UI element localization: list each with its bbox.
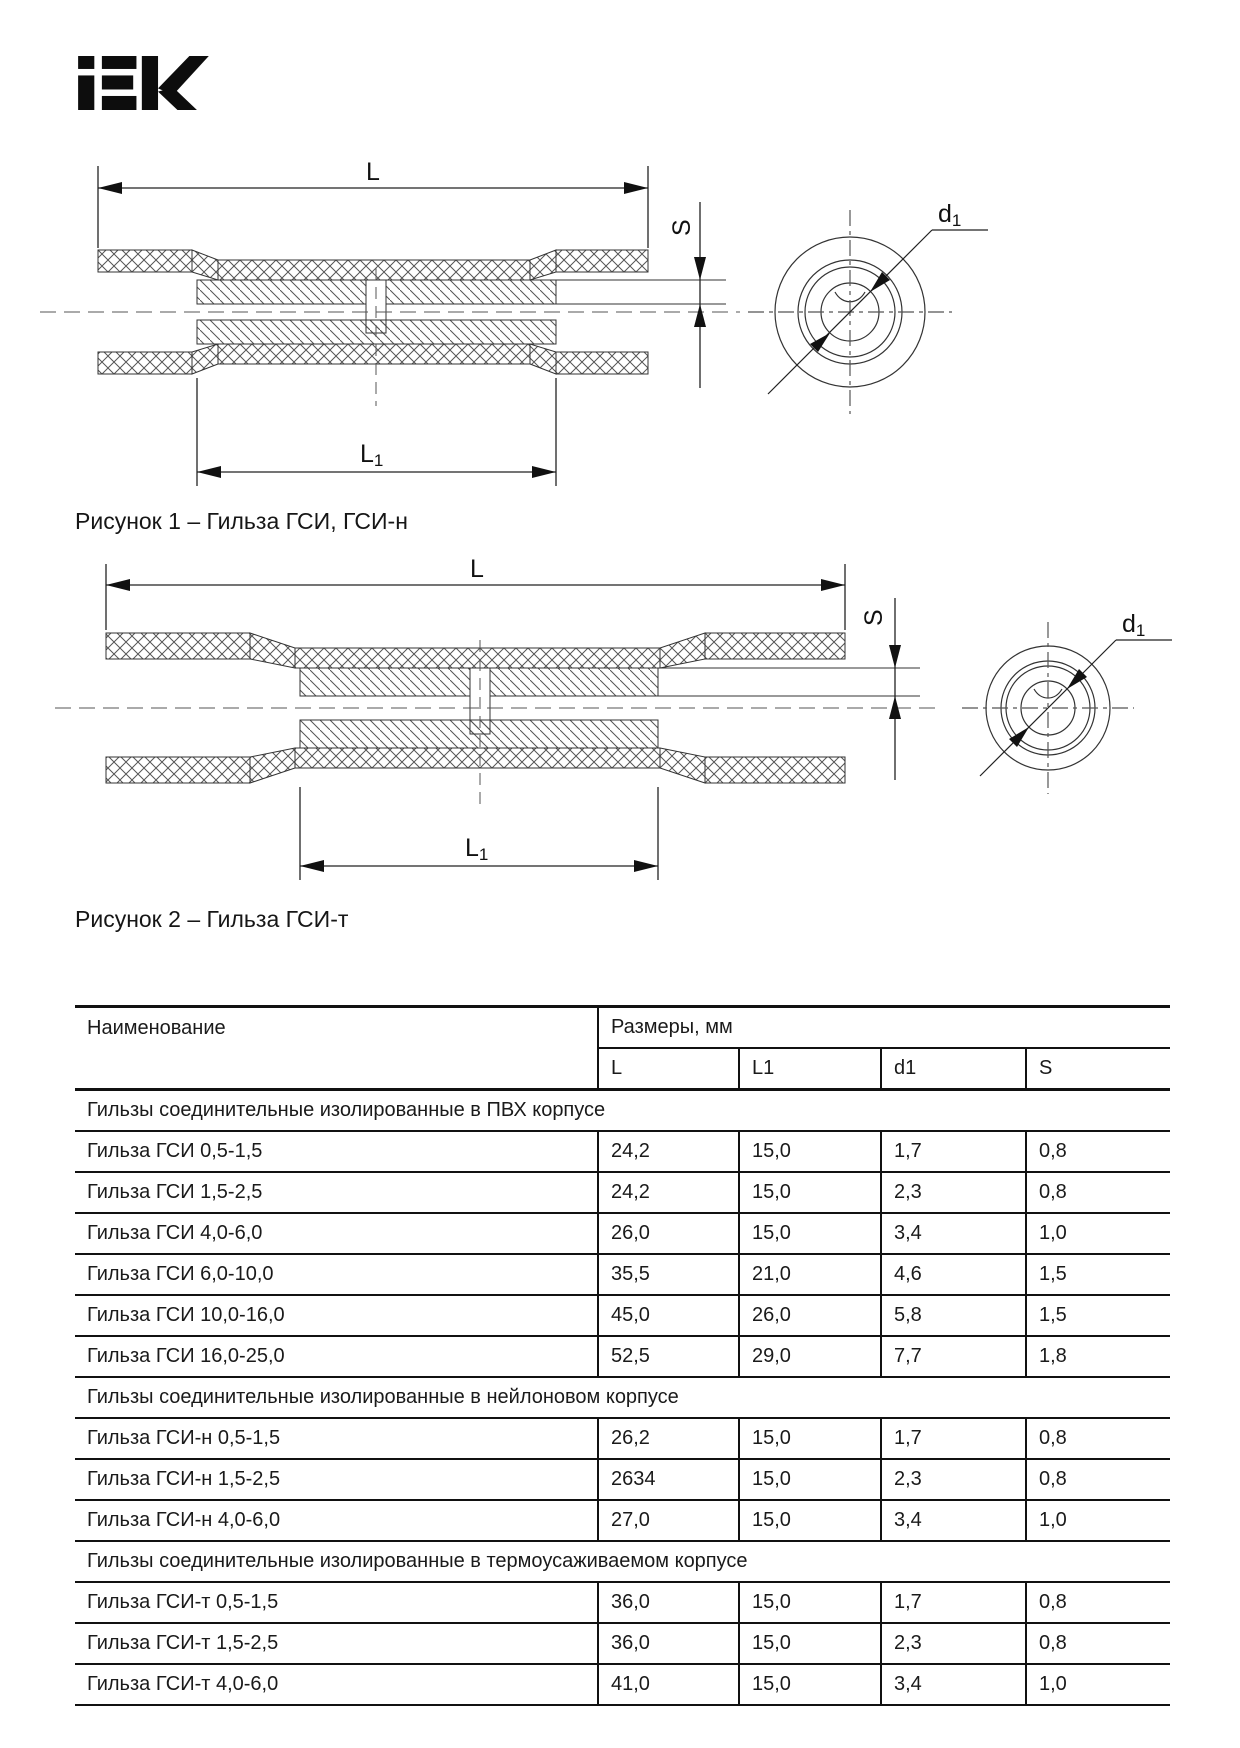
value-cell-S: 0,8 xyxy=(1026,1172,1170,1213)
value-cell-L: 36,0 xyxy=(598,1582,739,1623)
value-cell-L: 2634 xyxy=(598,1459,739,1500)
value-cell-S: 0,8 xyxy=(1026,1459,1170,1500)
value-cell-L: 41,0 xyxy=(598,1664,739,1705)
value-cell-L: 36,0 xyxy=(598,1623,739,1664)
fig2-dim-S xyxy=(889,598,901,780)
name-cell: Гильза ГСИ-н 1,5-2,5 xyxy=(75,1459,598,1500)
fig2-dim-L-label: L xyxy=(470,555,484,583)
name-cell: Гильза ГСИ-т 4,0-6,0 xyxy=(75,1664,598,1705)
table-row xyxy=(75,1500,1170,1541)
value-cell-d1: 3,4 xyxy=(881,1213,1026,1254)
value-cell-S: 1,5 xyxy=(1026,1295,1170,1336)
table-section-row xyxy=(75,1377,1170,1418)
name-cell: Гильза ГСИ 0,5-1,5 xyxy=(75,1131,598,1172)
value-cell-L1: 15,0 xyxy=(739,1500,881,1541)
value-cell-S: 0,8 xyxy=(1026,1582,1170,1623)
section-title: Гильзы соединительные изолированные в ПВХ корпусе xyxy=(75,1090,1170,1132)
table-row xyxy=(75,1213,1170,1254)
value-cell-L1: 15,0 xyxy=(739,1623,881,1664)
name-cell: Гильза ГСИ 10,0-16,0 xyxy=(75,1295,598,1336)
fig1-end-view xyxy=(748,210,988,414)
fig2-end-view xyxy=(962,622,1172,794)
column-header-d1: d1 xyxy=(881,1048,1026,1090)
value-cell-L: 27,0 xyxy=(598,1500,739,1541)
value-cell-d1: 1,7 xyxy=(881,1582,1026,1623)
value-cell-L1: 26,0 xyxy=(739,1295,881,1336)
table-row xyxy=(75,1664,1170,1705)
figure1-technical-drawing xyxy=(0,140,1000,500)
column-header-dimensions: Размеры, мм xyxy=(598,1007,1170,1049)
value-cell-S: 1,0 xyxy=(1026,1500,1170,1541)
table-row xyxy=(75,1459,1170,1500)
value-cell-d1: 2,3 xyxy=(881,1623,1026,1664)
name-cell: Гильза ГСИ 6,0-10,0 xyxy=(75,1254,598,1295)
value-cell-L: 26,0 xyxy=(598,1213,739,1254)
value-cell-L1: 15,0 xyxy=(739,1172,881,1213)
fig2-dim-L1 xyxy=(300,787,658,880)
dimensions-table xyxy=(75,1005,1170,1706)
value-cell-d1: 1,7 xyxy=(881,1131,1026,1172)
fig2-dim-S-label: S xyxy=(860,609,888,626)
name-cell: Гильза ГСИ-т 0,5-1,5 xyxy=(75,1582,598,1623)
table-row xyxy=(75,1418,1170,1459)
value-cell-L: 35,5 xyxy=(598,1254,739,1295)
name-cell: Гильза ГСИ-н 4,0-6,0 xyxy=(75,1500,598,1541)
column-header-S: S xyxy=(1026,1048,1170,1090)
section-title: Гильзы соединительные изолированные в термоусаживаемом корпусе xyxy=(75,1541,1170,1582)
value-cell-S: 1,0 xyxy=(1026,1213,1170,1254)
value-cell-S: 1,8 xyxy=(1026,1336,1170,1377)
value-cell-S: 0,8 xyxy=(1026,1418,1170,1459)
value-cell-d1: 3,4 xyxy=(881,1664,1026,1705)
value-cell-d1: 4,6 xyxy=(881,1254,1026,1295)
value-cell-S: 1,5 xyxy=(1026,1254,1170,1295)
value-cell-L1: 29,0 xyxy=(739,1336,881,1377)
value-cell-S: 1,0 xyxy=(1026,1664,1170,1705)
value-cell-d1: 3,4 xyxy=(881,1500,1026,1541)
value-cell-L: 24,2 xyxy=(598,1131,739,1172)
fig2-dim-d1-label: d1 xyxy=(1122,610,1146,640)
value-cell-L1: 15,0 xyxy=(739,1131,881,1172)
column-header-L1: L1 xyxy=(739,1048,881,1090)
fig2-dim-L1-label: L1 xyxy=(465,834,489,864)
figure2-caption: Рисунок 2 – Гильза ГСИ-т xyxy=(75,906,349,932)
name-cell: Гильза ГСИ 1,5-2,5 xyxy=(75,1172,598,1213)
name-cell: Гильза ГСИ 4,0-6,0 xyxy=(75,1213,598,1254)
table-row xyxy=(75,1172,1170,1213)
table-row xyxy=(75,1336,1170,1377)
value-cell-L1: 15,0 xyxy=(739,1664,881,1705)
value-cell-S: 0,8 xyxy=(1026,1623,1170,1664)
table-section-row xyxy=(75,1541,1170,1582)
value-cell-L: 26,2 xyxy=(598,1418,739,1459)
table-row xyxy=(75,1623,1170,1664)
value-cell-L1: 15,0 xyxy=(739,1213,881,1254)
value-cell-d1: 2,3 xyxy=(881,1172,1026,1213)
value-cell-d1: 2,3 xyxy=(881,1459,1026,1500)
fig2-side-view xyxy=(55,633,935,808)
iek-logo xyxy=(78,56,210,110)
name-cell: Гильза ГСИ 16,0-25,0 xyxy=(75,1336,598,1377)
table-section-row xyxy=(75,1090,1170,1132)
value-cell-L: 45,0 xyxy=(598,1295,739,1336)
table-row xyxy=(75,1582,1170,1623)
figure1-caption: Рисунок 1 – Гильза ГСИ, ГСИ-н xyxy=(75,508,408,534)
value-cell-S: 0,8 xyxy=(1026,1131,1170,1172)
column-header-name: Наименование xyxy=(75,1007,598,1090)
value-cell-L1: 15,0 xyxy=(739,1459,881,1500)
value-cell-d1: 5,8 xyxy=(881,1295,1026,1336)
table-header-row-1 xyxy=(75,1007,1170,1049)
name-cell: Гильза ГСИ-н 0,5-1,5 xyxy=(75,1418,598,1459)
fig1-dim-L1-label: L1 xyxy=(360,440,384,470)
fig1-dim-d1-label: d1 xyxy=(938,200,962,230)
value-cell-L1: 21,0 xyxy=(739,1254,881,1295)
column-header-L: L xyxy=(598,1048,739,1090)
fig1-dim-L-label: L xyxy=(366,158,380,186)
table-row xyxy=(75,1131,1170,1172)
table-row xyxy=(75,1295,1170,1336)
fig1-side-view xyxy=(40,250,740,406)
fig1-dim-S-label: S xyxy=(668,219,696,236)
value-cell-L1: 15,0 xyxy=(739,1418,881,1459)
value-cell-d1: 1,7 xyxy=(881,1418,1026,1459)
table-row xyxy=(75,1254,1170,1295)
value-cell-L: 24,2 xyxy=(598,1172,739,1213)
value-cell-d1: 7,7 xyxy=(881,1336,1026,1377)
value-cell-L1: 15,0 xyxy=(739,1582,881,1623)
name-cell: Гильза ГСИ-т 1,5-2,5 xyxy=(75,1623,598,1664)
figure2-technical-drawing xyxy=(0,540,1240,930)
value-cell-L: 52,5 xyxy=(598,1336,739,1377)
section-title: Гильзы соединительные изолированные в нейлоновом корпусе xyxy=(75,1377,1170,1418)
